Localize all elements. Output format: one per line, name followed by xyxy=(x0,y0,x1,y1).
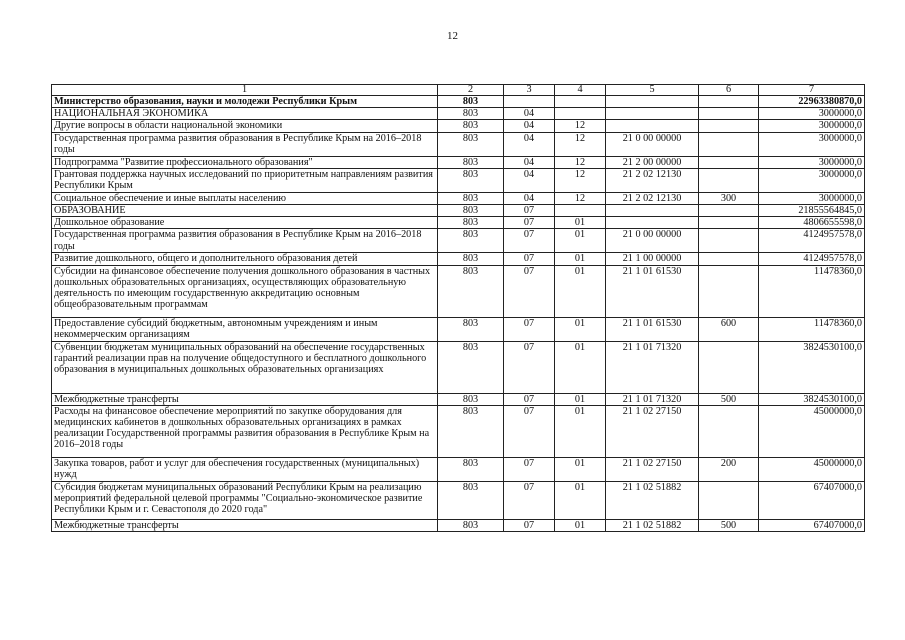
row-expense-type xyxy=(699,205,759,217)
row-name: Государственная программа развития образования в Республике Крым на 2016–2018 годы xyxy=(52,229,438,253)
row-expense-type xyxy=(699,341,759,393)
page-number: 12 xyxy=(447,30,458,42)
row-expense-type xyxy=(699,156,759,168)
row-amount: 3824530100,0 xyxy=(759,341,865,393)
table-row xyxy=(52,519,865,531)
row-amount: 4806655598,0 xyxy=(759,217,865,229)
row-subsection: 12 xyxy=(555,192,606,204)
table-row xyxy=(52,481,865,519)
row-expense-type xyxy=(699,96,759,108)
row-ministry-code: 803 xyxy=(438,393,504,405)
row-subsection: 01 xyxy=(555,253,606,265)
row-expense-type xyxy=(699,405,759,457)
row-name: Субсидия бюджетам муниципальных образований Республики Крым на реализацию мероприятий федеральной целевой программы "Социально-экономическое развитие Республики Крым и г. Севастополя до 2020 года" xyxy=(52,481,438,519)
row-subsection: 01 xyxy=(555,481,606,519)
row-expense-type xyxy=(699,168,759,192)
row-amount: 3000000,0 xyxy=(759,168,865,192)
row-target-article: 21 1 01 61530 xyxy=(606,265,699,317)
row-ministry-code: 803 xyxy=(438,457,504,481)
row-target-article: 21 0 00 00000 xyxy=(606,229,699,253)
row-amount: 3000000,0 xyxy=(759,108,865,120)
row-expense-type: 500 xyxy=(699,393,759,405)
row-name: Субвенции бюджетам муниципальных образований на обеспечение государственных гарантий реализации прав на получение общедоступного и бесплатного дошкольного образования в муниципальных дошкольных образовательных организациях xyxy=(52,341,438,393)
row-ministry-code: 803 xyxy=(438,229,504,253)
row-amount: 3000000,0 xyxy=(759,132,865,156)
row-ministry-code: 803 xyxy=(438,132,504,156)
row-section: 07 xyxy=(504,457,555,481)
table-row xyxy=(52,120,865,132)
table-row xyxy=(52,229,865,253)
row-expense-type xyxy=(699,217,759,229)
row-section: 04 xyxy=(504,120,555,132)
row-name: Развитие дошкольного, общего и дополнительного образования детей xyxy=(52,253,438,265)
row-subsection: 01 xyxy=(555,317,606,341)
row-expense-type xyxy=(699,132,759,156)
row-subsection xyxy=(555,96,606,108)
row-target-article: 21 1 01 71320 xyxy=(606,341,699,393)
row-amount: 4124957578,0 xyxy=(759,229,865,253)
row-name: Закупка товаров, работ и услуг для обеспечения государственных (муниципальных) нужд xyxy=(52,457,438,481)
row-section: 04 xyxy=(504,192,555,204)
row-name: Дошкольное образование xyxy=(52,217,438,229)
row-ministry-code: 803 xyxy=(438,205,504,217)
row-subsection: 12 xyxy=(555,156,606,168)
row-expense-type: 300 xyxy=(699,192,759,204)
row-section: 07 xyxy=(504,393,555,405)
row-expense-type: 500 xyxy=(699,519,759,531)
row-name: Расходы на финансовое обеспечение мероприятий по закупке оборудования для медицинских кабинетов в дошкольных образовательных организациях в рамках реализации Государственной программы развития образования в Республике Крым на 2016–2018 годы xyxy=(52,405,438,457)
table-row xyxy=(52,168,865,192)
row-target-article: 21 1 00 00000 xyxy=(606,253,699,265)
row-amount: 3000000,0 xyxy=(759,120,865,132)
row-name: ОБРАЗОВАНИЕ xyxy=(52,205,438,217)
table-row xyxy=(52,205,865,217)
row-expense-type: 600 xyxy=(699,317,759,341)
row-section: 07 xyxy=(504,229,555,253)
header-cell: 5 xyxy=(606,85,699,96)
row-section: 07 xyxy=(504,265,555,317)
row-amount: 11478360,0 xyxy=(759,317,865,341)
row-ministry-code: 803 xyxy=(438,96,504,108)
row-target-article xyxy=(606,96,699,108)
row-target-article: 21 1 02 27150 xyxy=(606,457,699,481)
row-amount: 3824530100,0 xyxy=(759,393,865,405)
table-row xyxy=(52,457,865,481)
row-target-article xyxy=(606,217,699,229)
row-target-article: 21 1 02 51882 xyxy=(606,519,699,531)
table-row xyxy=(52,265,865,317)
row-target-article xyxy=(606,205,699,217)
header-cell: 1 xyxy=(52,85,438,96)
row-section: 07 xyxy=(504,317,555,341)
table-row xyxy=(52,405,865,457)
row-subsection: 01 xyxy=(555,341,606,393)
row-name: Подпрограмма "Развитие профессионального образования" xyxy=(52,156,438,168)
row-name: Межбюджетные трансферты xyxy=(52,519,438,531)
row-expense-type xyxy=(699,481,759,519)
row-name: Предоставление субсидий бюджетным, автономным учреждениям и иным некоммерческим организациям xyxy=(52,317,438,341)
table-row xyxy=(52,317,865,341)
row-target-article xyxy=(606,120,699,132)
row-subsection: 12 xyxy=(555,132,606,156)
row-ministry-code: 803 xyxy=(438,253,504,265)
table-row xyxy=(52,253,865,265)
row-amount: 3000000,0 xyxy=(759,156,865,168)
row-ministry-code: 803 xyxy=(438,405,504,457)
table-row xyxy=(52,96,865,108)
row-ministry-code: 803 xyxy=(438,192,504,204)
row-amount: 22963380870,0 xyxy=(759,96,865,108)
row-amount: 67407000,0 xyxy=(759,519,865,531)
row-name: Социальное обеспечение и иные выплаты населению xyxy=(52,192,438,204)
row-amount: 21855564845,0 xyxy=(759,205,865,217)
row-expense-type xyxy=(699,120,759,132)
row-target-article: 21 1 01 71320 xyxy=(606,393,699,405)
row-subsection: 01 xyxy=(555,265,606,317)
row-expense-type xyxy=(699,229,759,253)
row-amount: 67407000,0 xyxy=(759,481,865,519)
row-target-article: 21 1 01 61530 xyxy=(606,317,699,341)
row-name: НАЦИОНАЛЬНАЯ ЭКОНОМИКА xyxy=(52,108,438,120)
row-subsection: 01 xyxy=(555,405,606,457)
row-ministry-code: 803 xyxy=(438,481,504,519)
row-subsection: 01 xyxy=(555,393,606,405)
row-subsection: 12 xyxy=(555,168,606,192)
row-section: 07 xyxy=(504,253,555,265)
row-ministry-code: 803 xyxy=(438,265,504,317)
header-cell: 6 xyxy=(699,85,759,96)
row-section xyxy=(504,96,555,108)
row-section: 07 xyxy=(504,481,555,519)
row-target-article xyxy=(606,108,699,120)
row-ministry-code: 803 xyxy=(438,519,504,531)
row-subsection: 01 xyxy=(555,217,606,229)
row-name: Другие вопросы в области национальной экономики xyxy=(52,120,438,132)
row-section: 07 xyxy=(504,519,555,531)
row-amount: 11478360,0 xyxy=(759,265,865,317)
row-section: 07 xyxy=(504,405,555,457)
row-expense-type xyxy=(699,108,759,120)
row-name: Государственная программа развития образования в Республике Крым на 2016–2018 годы xyxy=(52,132,438,156)
row-ministry-code: 803 xyxy=(438,217,504,229)
row-target-article: 21 2 02 12130 xyxy=(606,168,699,192)
row-target-article: 21 2 02 12130 xyxy=(606,192,699,204)
row-subsection xyxy=(555,108,606,120)
row-name: Межбюджетные трансферты xyxy=(52,393,438,405)
row-name: Субсидии на финансовое обеспечение получения дошкольного образования в частных дошкольных образовательных организациях, осуществляющих образовательную деятельность по имеющим государственную аккредитацию основным общеобразовательным программам xyxy=(52,265,438,317)
row-amount: 45000000,0 xyxy=(759,405,865,457)
row-section: 04 xyxy=(504,132,555,156)
row-expense-type xyxy=(699,253,759,265)
header-cell: 3 xyxy=(504,85,555,96)
budget-table xyxy=(51,84,865,532)
row-name: Грантовая поддержка научных исследований по приоритетным направлениям развития Республики Крым xyxy=(52,168,438,192)
row-subsection: 12 xyxy=(555,120,606,132)
row-ministry-code: 803 xyxy=(438,156,504,168)
row-subsection xyxy=(555,205,606,217)
row-expense-type xyxy=(699,265,759,317)
table-row xyxy=(52,393,865,405)
row-subsection: 01 xyxy=(555,229,606,253)
table-row xyxy=(52,156,865,168)
row-name: Министерство образования, науки и молодежи Республики Крым xyxy=(52,96,438,108)
table-row xyxy=(52,192,865,204)
row-section: 04 xyxy=(504,156,555,168)
column-header-row xyxy=(52,85,865,96)
row-target-article: 21 1 02 27150 xyxy=(606,405,699,457)
row-amount: 3000000,0 xyxy=(759,192,865,204)
table-row xyxy=(52,341,865,393)
row-ministry-code: 803 xyxy=(438,108,504,120)
row-ministry-code: 803 xyxy=(438,168,504,192)
header-cell: 4 xyxy=(555,85,606,96)
row-section: 04 xyxy=(504,108,555,120)
row-section: 07 xyxy=(504,205,555,217)
row-section: 07 xyxy=(504,341,555,393)
row-subsection: 01 xyxy=(555,457,606,481)
row-target-article: 21 1 02 51882 xyxy=(606,481,699,519)
header-cell: 2 xyxy=(438,85,504,96)
row-target-article: 21 0 00 00000 xyxy=(606,132,699,156)
row-subsection: 01 xyxy=(555,519,606,531)
row-amount: 4124957578,0 xyxy=(759,253,865,265)
row-target-article: 21 2 00 00000 xyxy=(606,156,699,168)
row-expense-type: 200 xyxy=(699,457,759,481)
row-section: 04 xyxy=(504,168,555,192)
row-section: 07 xyxy=(504,217,555,229)
header-cell: 7 xyxy=(759,85,865,96)
table-row xyxy=(52,132,865,156)
row-ministry-code: 803 xyxy=(438,120,504,132)
table-row xyxy=(52,217,865,229)
row-ministry-code: 803 xyxy=(438,317,504,341)
row-ministry-code: 803 xyxy=(438,341,504,393)
table-row xyxy=(52,108,865,120)
row-amount: 45000000,0 xyxy=(759,457,865,481)
